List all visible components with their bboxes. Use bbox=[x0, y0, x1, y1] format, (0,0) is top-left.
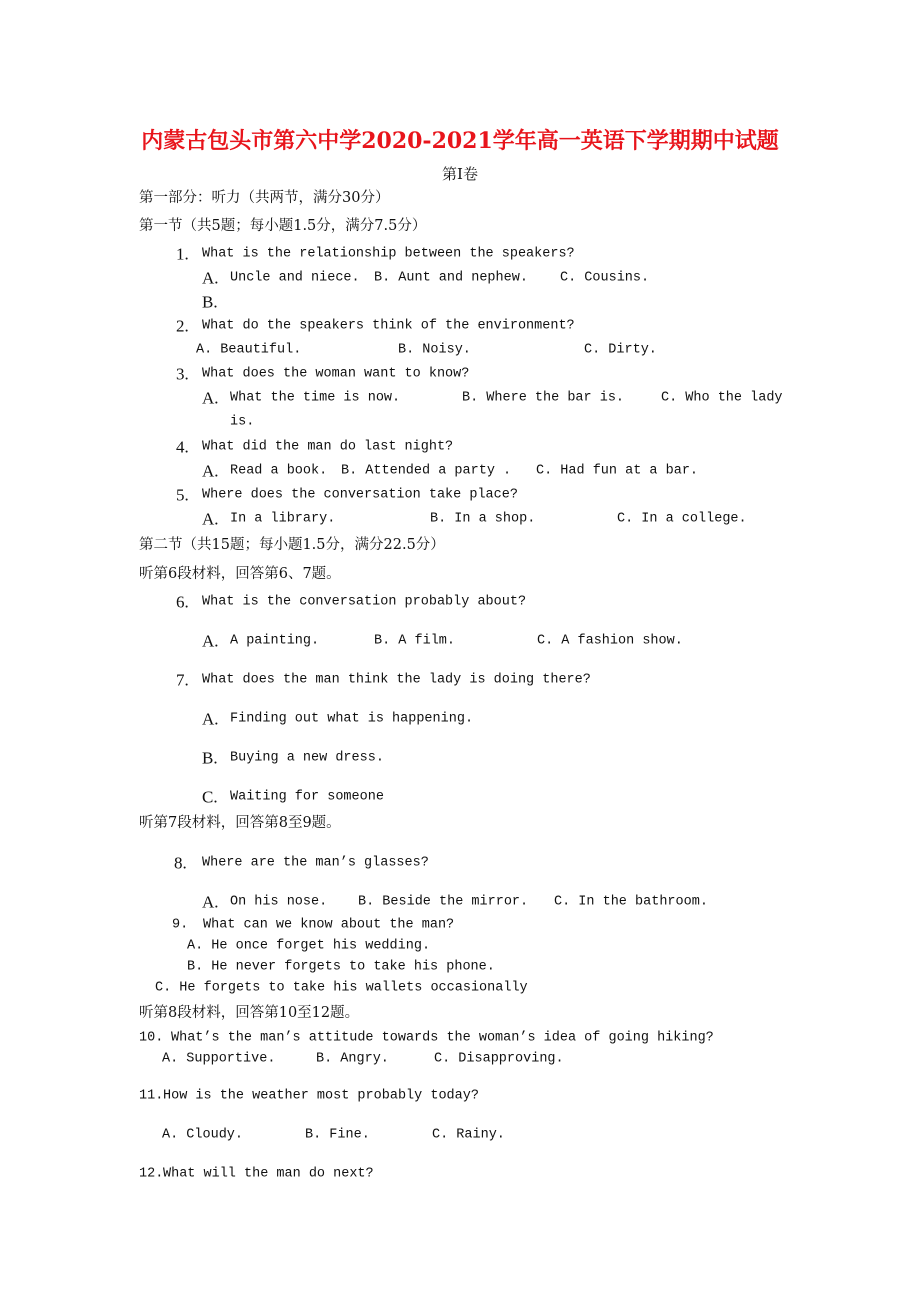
option-b: B. Angry. bbox=[316, 1051, 389, 1067]
option-a: A painting. bbox=[230, 633, 320, 649]
option-a: In a library. bbox=[230, 511, 336, 527]
option-a: What the time is now. bbox=[230, 390, 401, 406]
option-b: B. Attended a party . bbox=[341, 463, 512, 479]
option-letter: B. bbox=[202, 748, 218, 768]
option-b: B. Aunt and nephew. bbox=[374, 270, 528, 286]
option-b: B. Fine. bbox=[305, 1127, 370, 1143]
section-heading: 第二节（共15题；每小题1.5分，满分22.5分） bbox=[139, 536, 445, 553]
question-text: Where does the conversation take place? bbox=[202, 487, 518, 503]
option-c: C. Cousins. bbox=[560, 270, 650, 286]
option-c: C. He forgets to take his wallets occasionally bbox=[155, 980, 528, 996]
question-number: 10. bbox=[139, 1030, 164, 1046]
option-c: C. A fashion show. bbox=[537, 633, 683, 649]
option-a: Read a book. bbox=[230, 463, 328, 479]
volume-heading: 第Ⅰ卷 bbox=[442, 165, 478, 183]
option-c: C. Who the lady bbox=[661, 390, 783, 406]
question-number: 4. bbox=[176, 437, 189, 457]
question-text: Where are the man’s glasses? bbox=[202, 855, 429, 871]
question-number: 6. bbox=[176, 592, 189, 612]
instruction: 听第6段材料，回答第6、7题。 bbox=[139, 565, 341, 582]
option-b: Buying a new dress. bbox=[230, 750, 384, 766]
option-letter: A. bbox=[202, 461, 219, 481]
question-number: 7. bbox=[176, 670, 189, 690]
option-c: C. In a college. bbox=[617, 511, 747, 527]
question-text: What does the woman want to know? bbox=[202, 366, 470, 382]
option-c: Waiting for someone bbox=[230, 789, 384, 805]
question-number: 9. bbox=[172, 917, 189, 933]
question-text: What do the speakers think of the environment? bbox=[202, 318, 575, 334]
page-title: 内蒙古包头市第六中学2020-2021学年高一英语下学期期中试题 bbox=[141, 128, 779, 154]
part-heading: 第一部分：听力（共两节，满分30分） bbox=[139, 189, 390, 206]
option-letter: A. bbox=[202, 892, 219, 912]
question-number: 2. bbox=[176, 316, 189, 336]
question-text: What is the conversation probably about? bbox=[202, 594, 527, 610]
option-c: C. Disapproving. bbox=[434, 1051, 564, 1067]
option-c: C. Dirty. bbox=[584, 342, 657, 358]
question-text: What’s the man’s attitude towards the woman’s idea of going hiking? bbox=[171, 1030, 714, 1046]
option-b: B. Where the bar is. bbox=[462, 390, 625, 406]
question-text: What will the man do next? bbox=[163, 1166, 374, 1182]
option-letter: A. bbox=[202, 268, 219, 288]
option-a: On his nose. bbox=[230, 894, 328, 910]
option-a: Finding out what is happening. bbox=[230, 711, 474, 727]
option-letter: C. bbox=[202, 787, 218, 807]
question-text: What does the man think the lady is doing there? bbox=[202, 672, 591, 688]
question-text: What can we know about the man? bbox=[203, 917, 455, 933]
option-a: A. He once forget his wedding. bbox=[187, 938, 431, 954]
question-number: 5. bbox=[176, 485, 189, 505]
question-number: 3. bbox=[176, 364, 189, 384]
question-number: 12. bbox=[139, 1166, 164, 1182]
question-number: 1. bbox=[176, 244, 189, 264]
option-c: C. Rainy. bbox=[432, 1127, 505, 1143]
question-number: 8. bbox=[174, 853, 187, 873]
option-b: B. He never forgets to take his phone. bbox=[187, 959, 495, 975]
option-letter: A. bbox=[202, 509, 219, 529]
option-c: C. Had fun at a bar. bbox=[536, 463, 699, 479]
option-b: B. Beside the mirror. bbox=[358, 894, 529, 910]
option-a: A. Supportive. bbox=[162, 1051, 276, 1067]
option-letter: A. bbox=[202, 631, 219, 651]
option-b: B. A film. bbox=[374, 633, 456, 649]
option-c: C. In the bathroom. bbox=[554, 894, 708, 910]
instruction: 听第8段材料，回答第10至12题。 bbox=[139, 1004, 360, 1021]
option-letter: A. bbox=[202, 709, 219, 729]
instruction: 听第7段材料，回答第8至9题。 bbox=[139, 814, 341, 831]
option-b: B. In a shop. bbox=[430, 511, 536, 527]
option-a: A. Cloudy. bbox=[162, 1127, 244, 1143]
option-a: A. Beautiful. bbox=[196, 342, 302, 358]
question-number: 11. bbox=[139, 1088, 164, 1104]
option-b: B. Noisy. bbox=[398, 342, 471, 358]
question-text: How is the weather most probably today? bbox=[163, 1088, 479, 1104]
option-c-continued: is. bbox=[230, 414, 255, 430]
question-text: What is the relationship between the speakers? bbox=[202, 246, 575, 262]
section-heading: 第一节（共5题；每小题1.5分，满分7.5分） bbox=[139, 217, 427, 234]
option-a: Uncle and niece. bbox=[230, 270, 360, 286]
option-letter: B. bbox=[202, 292, 218, 312]
option-letter: A. bbox=[202, 388, 219, 408]
question-text: What did the man do last night? bbox=[202, 439, 454, 455]
